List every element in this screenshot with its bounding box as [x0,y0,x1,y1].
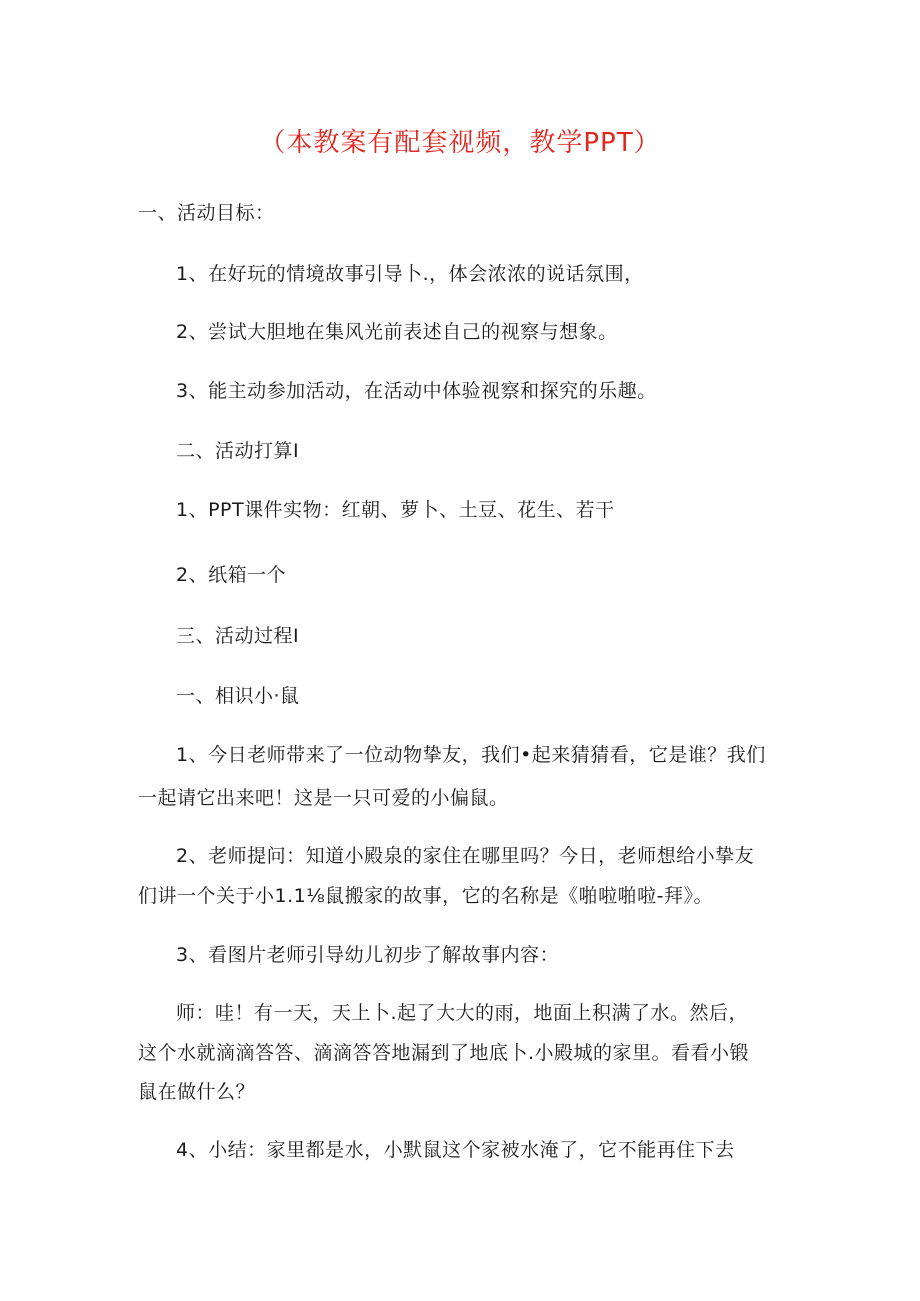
goal-1: 1、在好玩的情境故事引导卜.，体会浓浓的说话氛围， [176,263,644,285]
document-title: （本教案有配套视频，教学PPT） [259,128,661,158]
teacher-line-2: 这个水就滴滴答答、滴滴答答地漏到了地底卜.小殿城的家里。看看小锻 [138,1042,750,1064]
step-4: 4、小结：家里都是水，小默鼠这个家被水淹了，它不能再住下去 [176,1139,735,1161]
step-2-line-1: 2、老师提问：知道小殿泉的家住在哪里吗？今日，老师想给小挚友 [176,845,755,867]
sub-heading-1: 一、相识小·鼠 [176,685,300,707]
teacher-line-3: 鼠在做什么？ [138,1081,256,1103]
goal-3: 3、能主动参加活动，在活动中体验视察和探究的乐趣。 [176,380,657,402]
goals-heading: 一、活动目标： [138,202,275,224]
step-3: 3、看图片老师引导幼儿初步了解故事内容： [176,944,560,966]
prep-item-2: 2、纸箱一个 [176,564,287,586]
prep-heading: 二、活动打算I [176,440,300,462]
prep-item-1: 1、PPT课件实物：红朝、萝卜、土豆、花生、若干 [176,499,615,521]
step-2-line-2: 们讲一个关于小1.1⅛鼠搬家的故事，它的名称是《啪啦啪啦-拜》。 [138,885,713,907]
step-1-line-2: 一起请它出来吧！这是一只可爱的小偏鼠。 [138,787,509,809]
step-1-line-1: 1、今日老师带来了一位动物挚友，我们•起来猜猜看，它是谁？我们 [176,744,766,766]
goal-2: 2、尝试大胆地在集风光前表述自己的视察与想象。 [176,321,618,343]
teacher-line-1: 师：哇！有一天，天上卜.起了大大的雨，地面上积满了水。然后， [176,1002,749,1024]
process-heading: 三、活动过程I [176,625,300,647]
